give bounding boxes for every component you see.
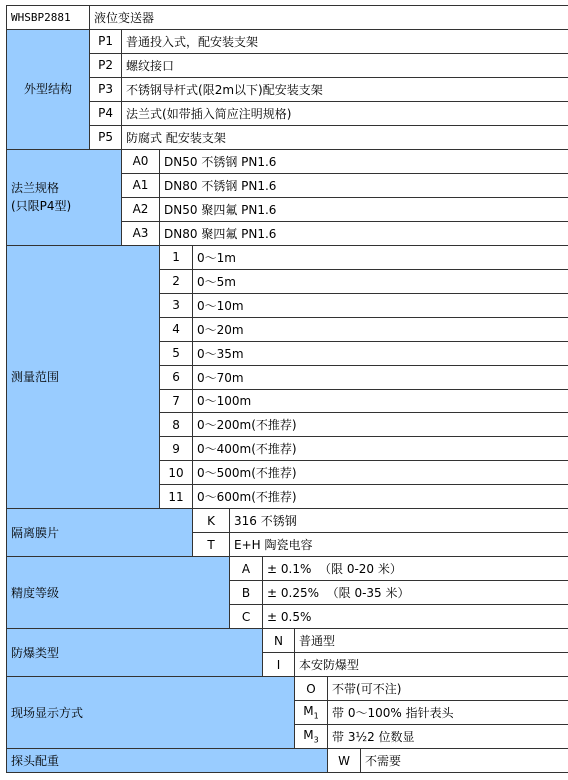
- section-label-flange: [7, 149, 122, 245]
- option-desc: 0～70m: [193, 365, 568, 389]
- option-code: A0: [122, 149, 160, 173]
- option-desc: 普通型: [295, 629, 568, 653]
- option-desc: 0～35m: [193, 341, 568, 365]
- section-label-display: 现场显示方式: [7, 677, 295, 749]
- option-code-main: M: [303, 728, 314, 743]
- section-label-flange-line1: 法兰规格: [11, 181, 60, 196]
- table-row: [7, 53, 568, 77]
- option-code-main: O: [306, 681, 316, 696]
- option-desc: 0～600m(不推荐): [193, 485, 568, 509]
- table-row: [7, 101, 568, 125]
- table-row: [7, 557, 568, 581]
- option-code: A3: [122, 221, 160, 245]
- table-row: [7, 125, 568, 149]
- model-code-table: [6, 5, 568, 773]
- option-desc: 不需要: [361, 749, 568, 773]
- option-desc: ± 0.25% （限 0-35 米）: [263, 581, 568, 605]
- option-code: 4: [160, 317, 193, 341]
- section-label-structure: 外型结构: [7, 29, 90, 149]
- option-desc: 0～100m: [193, 389, 568, 413]
- option-desc: 螺纹接口: [122, 53, 568, 77]
- table-row: [7, 149, 568, 173]
- section-label-range: 测量范围: [7, 245, 160, 509]
- section-label-probe: 探头配重: [7, 749, 328, 773]
- option-desc: 防腐式 配安装支架: [122, 125, 568, 149]
- option-code-sub: 1: [313, 711, 319, 721]
- table-row: [7, 509, 568, 533]
- option-code: 5: [160, 341, 193, 365]
- option-code: [295, 725, 328, 749]
- table-row: [7, 749, 568, 773]
- option-desc: DN50 聚四氟 PN1.6: [160, 197, 568, 221]
- section-label-flange-line2: (只限P4型): [11, 199, 72, 214]
- option-code: 8: [160, 413, 193, 437]
- option-code: P3: [90, 77, 122, 101]
- option-desc: DN80 聚四氟 PN1.6: [160, 221, 568, 245]
- option-code: P5: [90, 125, 122, 149]
- option-code-sub: 3: [313, 735, 319, 745]
- option-code: P2: [90, 53, 122, 77]
- option-code: 6: [160, 365, 193, 389]
- option-desc: DN80 不锈钢 PN1.6: [160, 173, 568, 197]
- option-code: T: [193, 533, 230, 557]
- section-label-diaphragm: 隔离膜片: [7, 509, 193, 557]
- option-desc: 316 不锈钢: [230, 509, 568, 533]
- option-desc: 普通投入式，配安装支架: [122, 29, 568, 53]
- option-desc: 法兰式(如带插入简应注明规格): [122, 101, 568, 125]
- option-code: 3: [160, 293, 193, 317]
- option-code: A1: [122, 173, 160, 197]
- option-code: [295, 701, 328, 725]
- option-desc: 带 3½2 位数显: [328, 725, 568, 749]
- option-code: C: [230, 605, 263, 629]
- option-code: [295, 677, 328, 701]
- option-desc: 0～200m(不推荐): [193, 413, 568, 437]
- option-code: K: [193, 509, 230, 533]
- option-code: 1: [160, 245, 193, 269]
- option-code: W: [328, 749, 361, 773]
- option-code: 7: [160, 389, 193, 413]
- table-row: [7, 77, 568, 101]
- product-title: 液位变送器: [90, 6, 568, 30]
- option-desc: 不带(可不注): [328, 677, 568, 701]
- option-desc: 0～400m(不推荐): [193, 437, 568, 461]
- option-desc: 带 0～100% 指针表头: [328, 701, 568, 725]
- option-desc: 0～10m: [193, 293, 568, 317]
- option-desc: E+H 陶瓷电容: [230, 533, 568, 557]
- option-code: 11: [160, 485, 193, 509]
- option-desc: ± 0.5%: [263, 605, 568, 629]
- option-desc: 0～1m: [193, 245, 568, 269]
- option-desc: 0～20m: [193, 317, 568, 341]
- option-desc: 不锈钢导杆式(限2m以下)配安装支架: [122, 77, 568, 101]
- table-row: [7, 677, 568, 701]
- option-desc: DN50 不锈钢 PN1.6: [160, 149, 568, 173]
- option-code: I: [263, 653, 295, 677]
- option-desc: 本安防爆型: [295, 653, 568, 677]
- section-label-accuracy: 精度等级: [7, 557, 230, 629]
- option-code: P1: [90, 29, 122, 53]
- table-row: [7, 245, 568, 269]
- option-code: N: [263, 629, 295, 653]
- option-code: P4: [90, 101, 122, 125]
- option-code: B: [230, 581, 263, 605]
- option-code: 2: [160, 269, 193, 293]
- model-number: WHSBP2881: [7, 6, 90, 30]
- option-code: 10: [160, 461, 193, 485]
- option-code: A2: [122, 197, 160, 221]
- table-row: [7, 629, 568, 653]
- option-desc: 0～500m(不推荐): [193, 461, 568, 485]
- option-desc: 0～5m: [193, 269, 568, 293]
- option-desc: ± 0.1% （限 0-20 米）: [263, 557, 568, 581]
- section-label-explosion: 防爆类型: [7, 629, 263, 677]
- table-row: [7, 29, 568, 53]
- option-code: A: [230, 557, 263, 581]
- option-code-main: M: [303, 704, 314, 719]
- header-row: [7, 6, 568, 30]
- option-code: 9: [160, 437, 193, 461]
